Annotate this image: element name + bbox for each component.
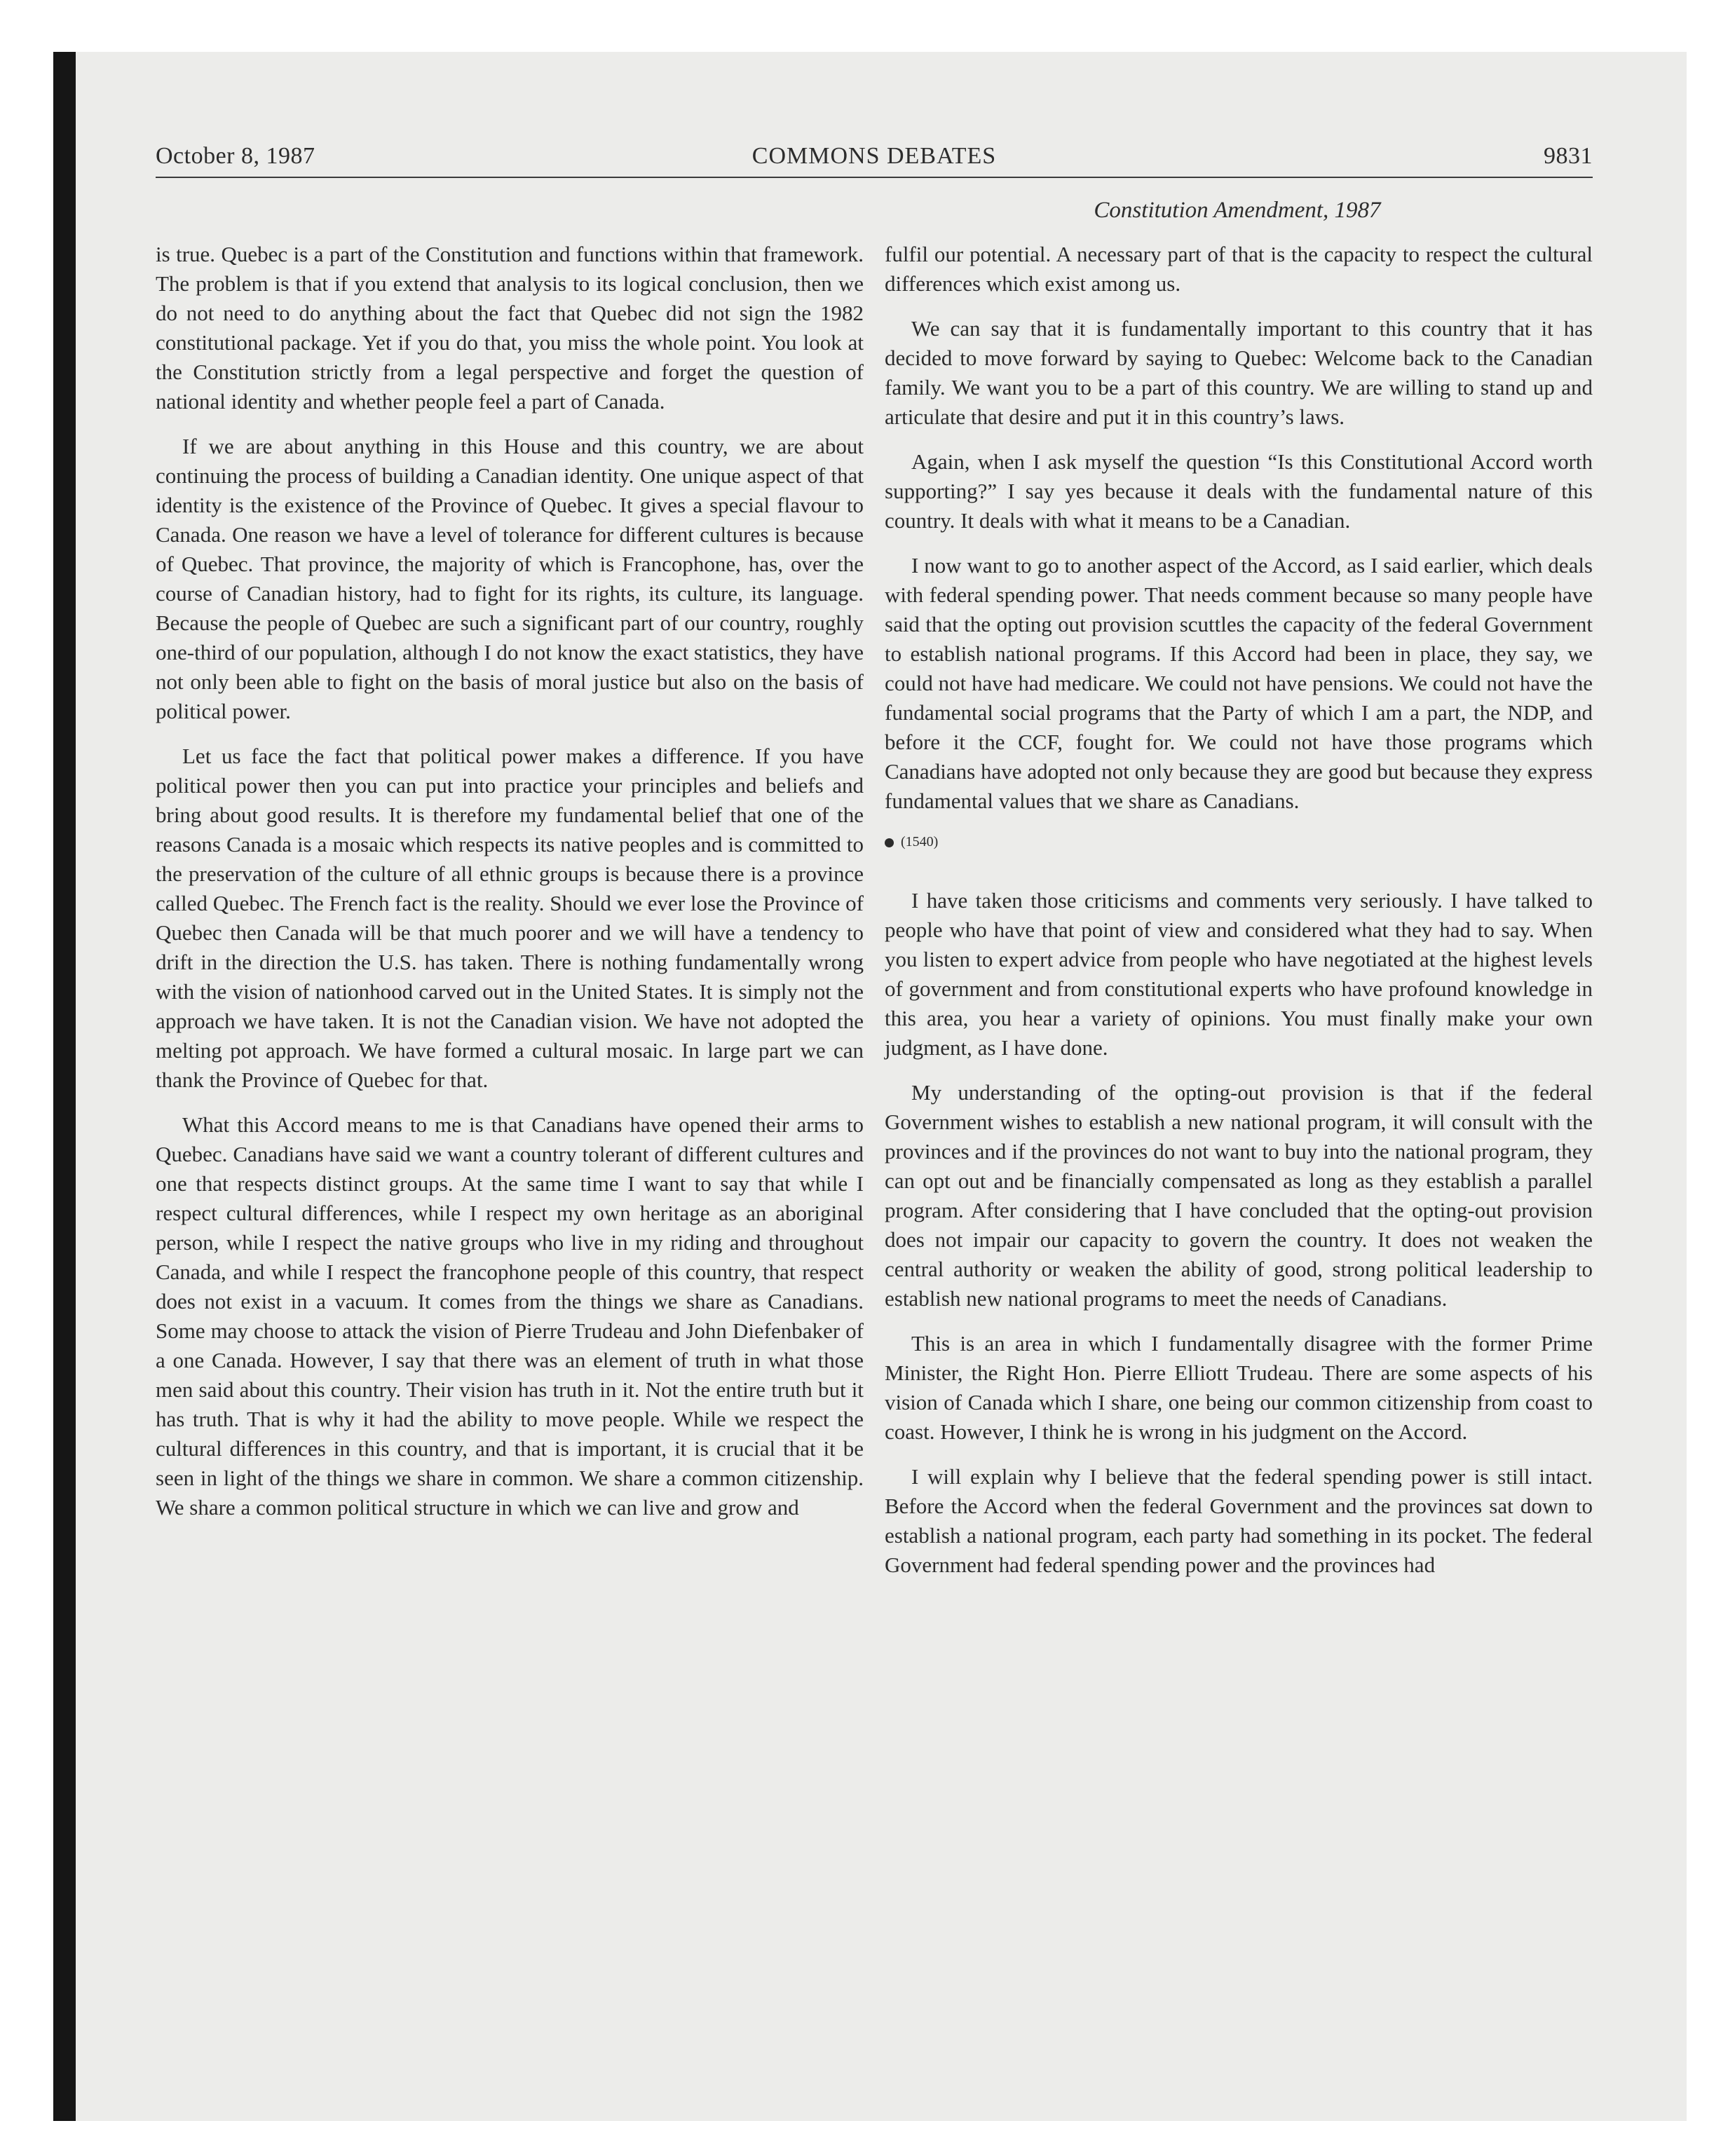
header-publication: COMMONS DEBATES: [751, 143, 997, 169]
left-column: [156, 240, 864, 1538]
bullet-icon: [885, 838, 894, 847]
header-date: October 8, 1987: [156, 143, 315, 169]
running-header: [156, 143, 1593, 178]
paragraph: Again, when I ask myself the question “Is this Constitutional Accord worth supporting?” I say yes because it deals with the fundamental nature of this country. It deals with what it means to be a Canadian.: [885, 449, 1593, 533]
paragraph: I now want to go to another aspect of the Accord, as I said earlier, which deals with federal spending power. That needs comment because so many people have said that the opting out provision scuttles the capacity of the federal Government to establish national programs. If this Accord had been in place, they say, we could not have had medicare. We could not have pensions. We could not have the fundamental social programs that the Party of which I am a part, the NDP, and before it the CCF, fought for. We could not have those programs which Canadians have adopted not only because they are good but because they express fundamental values that we share as Canadians.: [885, 553, 1593, 813]
paragraph: I have taken those criticisms and comments very seriously. I have talked to people who have that point of view and considered what they had to say. When you listen to expert advice from people who have negotiated at the highest levels of government and from constitutional experts who have profound knowledge in this area, you hear a variety of opinions. You must finally make your own judgment, as I have done.: [885, 888, 1593, 1060]
header-rule: [156, 177, 1593, 178]
scan-edge-bar: [53, 52, 76, 2121]
paragraph: This is an area in which I fundamentally disagree with the former Prime Minister, the Right Hon. Pierre Elliott Trudeau. There are some aspects of his vision of Canada which I share, one being our common citizenship from coast to coast. However, I think he is wrong in his judgment on the Accord.: [885, 1331, 1593, 1444]
scanned-page: [53, 52, 1687, 2121]
paragraph: If we are about anything in this House and this country, we are about continuing the process of building a Canadian identity. One unique aspect of that identity is the existence of the Province of Quebec. It gives a special flavour to Canada. One reason we have a level of tolerance for different cultures is because of Quebec. That province, the majority of which is Francophone, has, over the course of Canadian history, had to fight for its rights, its culture, its language. Because the people of Quebec are such a significant part of our country, roughly one-third of our population, although I do not know the exact statistics, they have not only been able to fight on the basis of moral justice but also on the basis of political power.: [156, 434, 864, 723]
right-column: [885, 240, 1593, 1595]
paragraph: fulfil our potential. A necessary part of that is the capacity to respect the cultural differences which exist among us.: [885, 242, 1593, 296]
paragraph: What this Accord means to me is that Canadians have opened their arms to Quebec. Canadians have said we want a country tolerant of different cultures and one that respects distinct groups. At the same time I want to say that while I respect cultural differences, while I respect my own heritage as an aboriginal person, while I respect the native groups who live in my riding and throughout Canada, and while I respect the francophone people of this country, that respect does not exist in a vacuum. It comes from the things we share as Canadians. Some may choose to attack the vision of Pierre Trudeau and John Diefenbaker of a one Canada. However, I say that there was an element of truth in what those men said about this country. Their vision has truth in it. Not the entire truth but it has truth. That is why it had the ability to move people. While we respect the cultural differences in this country, and that is important, it is crucial that it be seen in light of the things we share in common. We share a common citizenship. We share a common political structure in which we can live and grow and: [156, 1112, 864, 1520]
paragraph: I will explain why I believe that the federal spending power is still intact. Before the Accord when the federal Government and the provinces sat down to establish a national program, each party had something in its pocket. The federal Government had federal spending power and the provinces had: [885, 1464, 1593, 1577]
paragraph: Let us face the fact that political power makes a difference. If you have political power then you can put into practice your principles and beliefs and bring about good results. It is therefore my fundamental belief that one of the reasons Canada is a mosaic which respects its native peoples and is committed to the preservation of the culture of all ethnic groups is because there is a province called Quebec. The French fact is the reality. Should we ever lose the Province of Quebec then Canada will be that much poorer and we will have a tendency to drift in the direction the U.S. has taken. There is nothing fundamentally wrong with the vision of nationhood carved out in the United States. It is simply not the approach we have taken. It is not the Canadian vision. We have not adopted the melting pot approach. We have formed a cultural mosaic. In large part we can thank the Province of Quebec for that.: [156, 744, 864, 1092]
header-page-number: 9831: [1544, 143, 1593, 169]
paragraph: We can say that it is fundamentally important to this country that it has decided to move forward by saying to Quebec: Welcome back to the Canadian family. We want you to be a part of this country. We are willing to stand up and articulate that desire and put it in this country’s laws.: [885, 316, 1593, 429]
time-marker: [885, 831, 1593, 852]
section-subheading: Constitution Amendment, 1987: [1094, 198, 1381, 223]
paragraph: is true. Quebec is a part of the Constitution and functions within that framework. The problem is that if you extend that analysis to its logical conclusion, then we do not need to do anything about the fact that Quebec did not sign the 1982 constitutional package. Yet if you do that, you miss the whole point. You look at the Constitution strictly from a legal perspective and forget the question of national identity and whether people feel a part of Canada.: [156, 242, 864, 414]
time-marker-label: (1540): [901, 834, 939, 850]
paragraph: My understanding of the opting-out provision is that if the federal Government wishes to establish a new national program, it will consult with the provinces and if the provinces do not want to buy into the national program, they can opt out and be financially compensated as long as they establish a parallel program. After considering that I have concluded that the opting-out provision does not impair our capacity to govern the country. It does not weaken the central authority or weaken the ability of good, strong political leadership to establish new national programs to meet the needs of Canadians.: [885, 1080, 1593, 1311]
